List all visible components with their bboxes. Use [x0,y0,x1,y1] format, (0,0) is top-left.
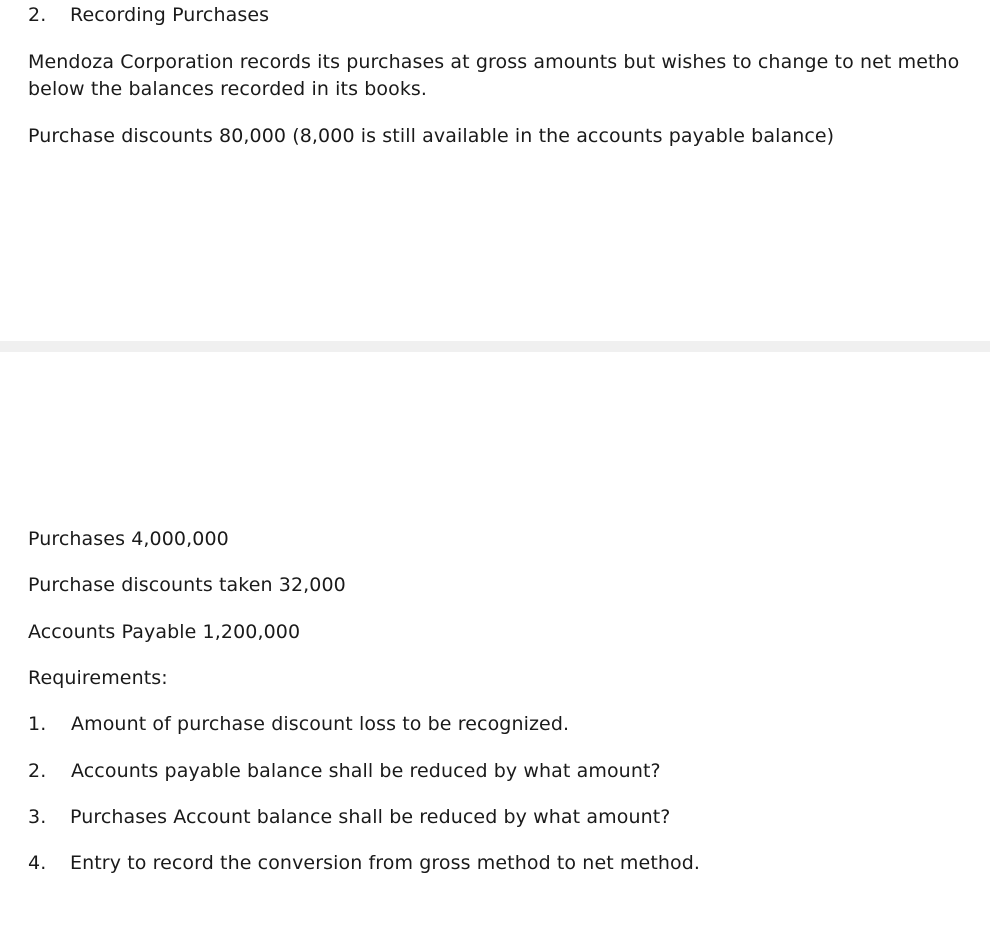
intro-line-2: below the balances recorded in its books. [28,78,428,100]
problem-title: Recording Purchases [70,4,270,26]
page-divider [0,341,990,352]
requirement-text: Amount of purchase discount loss to be recognized. [71,713,570,735]
requirement-number: 4. [28,852,47,874]
requirement-number: 1. [28,713,47,735]
requirement-number: 3. [28,806,47,828]
requirement-text: Entry to record the conversion from gross method to net method. [70,852,701,874]
requirement-text: Purchases Account balance shall be reduced by what amount? [70,806,671,828]
balance-purchases: Purchases 4,000,000 [28,528,229,550]
requirement-number: 2. [28,760,47,782]
purchase-discounts-line: Purchase discounts 80,000 (8,000 is still available in the accounts payable balance) [28,125,835,147]
requirements-heading: Requirements: [28,667,168,689]
balance-discounts-taken: Purchase discounts taken 32,000 [28,574,346,596]
balance-accounts-payable: Accounts Payable 1,200,000 [28,621,301,643]
problem-number: 2. [28,4,47,26]
requirement-text: Accounts payable balance shall be reduced by what amount? [71,760,661,782]
intro-line-1: Mendoza Corporation records its purchases at gross amounts but wishes to change to net metho [28,51,960,73]
